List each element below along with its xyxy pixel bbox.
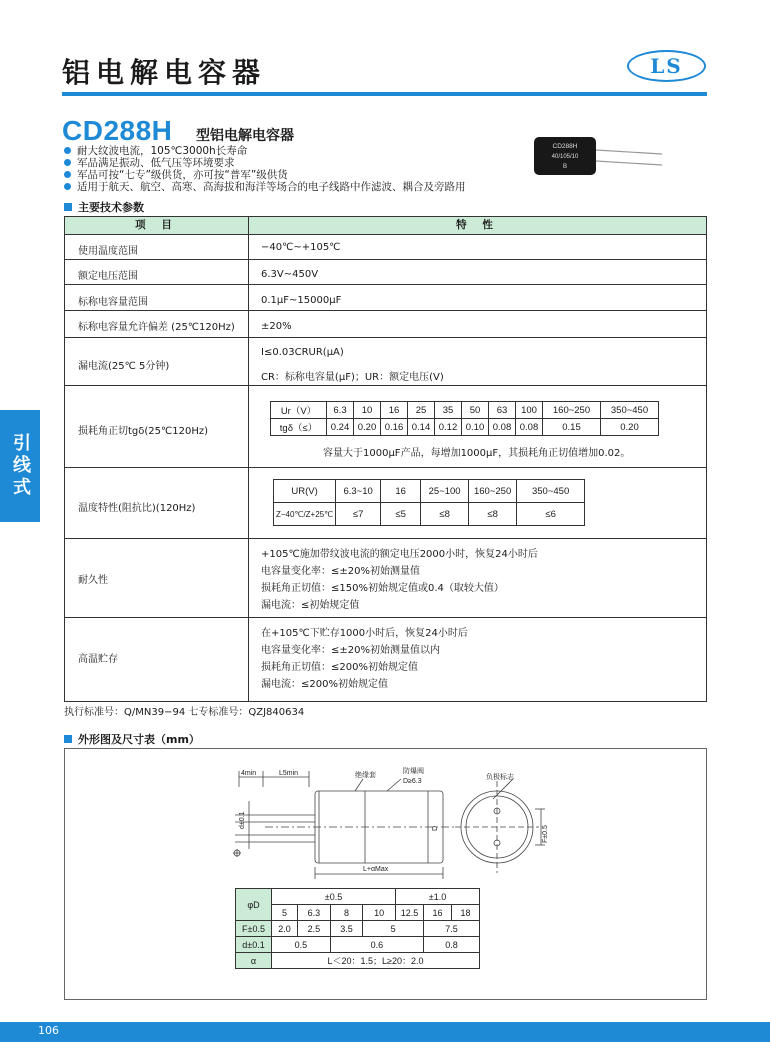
- brand-logo: LS: [627, 50, 706, 82]
- spec-value-line: 损耗角正切值：≤150%初始规定值或0.4（取较大值）: [261, 583, 504, 594]
- section-heading-specs: 主要技术参数: [64, 199, 144, 215]
- standard-numbers: 执行标准号：Q/MN39−94 七专标准号：QZJ840634: [64, 707, 305, 718]
- dimension-table: φD ±0.5 ±1.0 5 6.3 8 10 12.5 16 18 F±0.5 2.0 2.5 3.5 5 7.5 d±0.1 0.5 0.6 0.8 α L＜20：1.5；L≥20：2.0: [235, 888, 480, 969]
- section-heading-drawing: 外形图及尺寸表（mm）: [64, 731, 200, 747]
- page-title: 铝电解电容器: [62, 56, 267, 89]
- spec-value: 6.3V~450V: [261, 269, 319, 280]
- feature-item: 军品满足振动、低气压等环境要求: [64, 157, 235, 169]
- spec-value-line: +105℃施加带纹波电流的额定电压2000小时，恢复24小时后: [261, 549, 538, 560]
- tan-delta-table: Ur（V） 6.3 10 16 25 35 50 63 100 160~250 350~450 tgδ（≤） 0.24 0.20 0.16 0.14 0.12 0.10 0.08 0.08 0.15 0.20: [270, 401, 659, 436]
- spec-value: ±20%: [261, 321, 292, 332]
- page-number: 106: [38, 1024, 59, 1037]
- spec-value-line: 电容量变化率：≤±20%初始测量值以内: [261, 645, 440, 656]
- spec-label: 额定电压范围: [78, 271, 138, 282]
- svg-text:D: D: [432, 825, 439, 831]
- spec-label: 高温贮存: [78, 654, 118, 665]
- svg-text:负极标志: 负极标志: [486, 774, 514, 781]
- spec-value-line: 电容量变化率：≤±20%初始测量值: [261, 566, 420, 577]
- spec-label: 漏电流(25℃ 5分钟): [78, 361, 170, 372]
- spec-value-line: 漏电流：≤初始规定值: [261, 600, 360, 611]
- photo-label: B: [562, 164, 568, 170]
- spec-label: 标称电容量范围: [78, 297, 148, 308]
- spec-label: 使用温度范围: [78, 246, 138, 257]
- title-rule: [62, 92, 707, 96]
- spec-header-item: 项 目: [135, 219, 178, 231]
- svg-text:F±0.5: F±0.5: [542, 825, 549, 843]
- svg-text:4min: 4min: [241, 770, 257, 777]
- spec-label: 标称电容量允许偏差 (25℃120Hz): [78, 322, 235, 333]
- svg-text:绝缘套: 绝缘套: [355, 772, 376, 779]
- tan-delta-note: 容量大于1000μF产品，每增加1000μF，其损耗角正切值增加0.02。: [323, 448, 631, 459]
- spec-label: 温度特性(阻抗比)(120Hz): [78, 503, 196, 514]
- svg-text:L5min: L5min: [279, 770, 299, 777]
- svg-text:L+αMax: L+αMax: [363, 866, 389, 873]
- feature-item: 适用于航天、航空、高寒、高海拔和海洋等场合的电子线路中作滤波、耦合及旁路用: [64, 181, 466, 193]
- temp-characteristic-table: UR(V) 6.3~10 16 25~100 160~250 350~450 Z−40℃/Z+25℃ ≤7 ≤5 ≤8 ≤8 ≤6: [273, 479, 585, 526]
- footer-bar: [0, 1022, 770, 1042]
- spec-label: 损耗角正切tgδ(25℃120Hz): [78, 426, 208, 437]
- photo-label: 40/105/10: [551, 154, 579, 160]
- capacitor-photo: [534, 134, 664, 178]
- spec-value: I≤0.03CRUR(μA): [261, 347, 344, 358]
- model-name: CD288H: [62, 115, 173, 146]
- spec-table: [64, 216, 707, 702]
- feature-item: 军品可按“七专”级供货，亦可按“普军”级供货: [64, 169, 288, 181]
- spec-value: −40℃~+105℃: [261, 242, 341, 253]
- spec-value-line: 漏电流：≤200%初始规定值: [261, 679, 388, 690]
- feature-item: 耐大纹波电流，105℃3000h长寿命: [64, 145, 247, 157]
- svg-text:防爆阀: 防爆阀: [403, 768, 424, 775]
- model-subtitle: 型铝电解电容器: [196, 128, 294, 144]
- svg-text:D≥6.3: D≥6.3: [403, 778, 422, 785]
- spec-value-line: 损耗角正切值：≤200%初始规定值: [261, 662, 418, 673]
- side-category-tab: 引线式: [0, 410, 40, 522]
- spec-value-line: 在+105℃下贮存1000小时后，恢复24小时后: [261, 628, 468, 639]
- spec-label: 耐久性: [78, 575, 108, 586]
- spec-value: 0.1μF~15000μF: [261, 295, 342, 306]
- photo-label: CD288H: [552, 143, 578, 150]
- svg-text:d±0.1: d±0.1: [239, 811, 246, 829]
- spec-header-characteristic: 特 性: [456, 219, 499, 231]
- spec-value: CR：标称电容量(μF)；UR：额定电压(V): [261, 372, 444, 383]
